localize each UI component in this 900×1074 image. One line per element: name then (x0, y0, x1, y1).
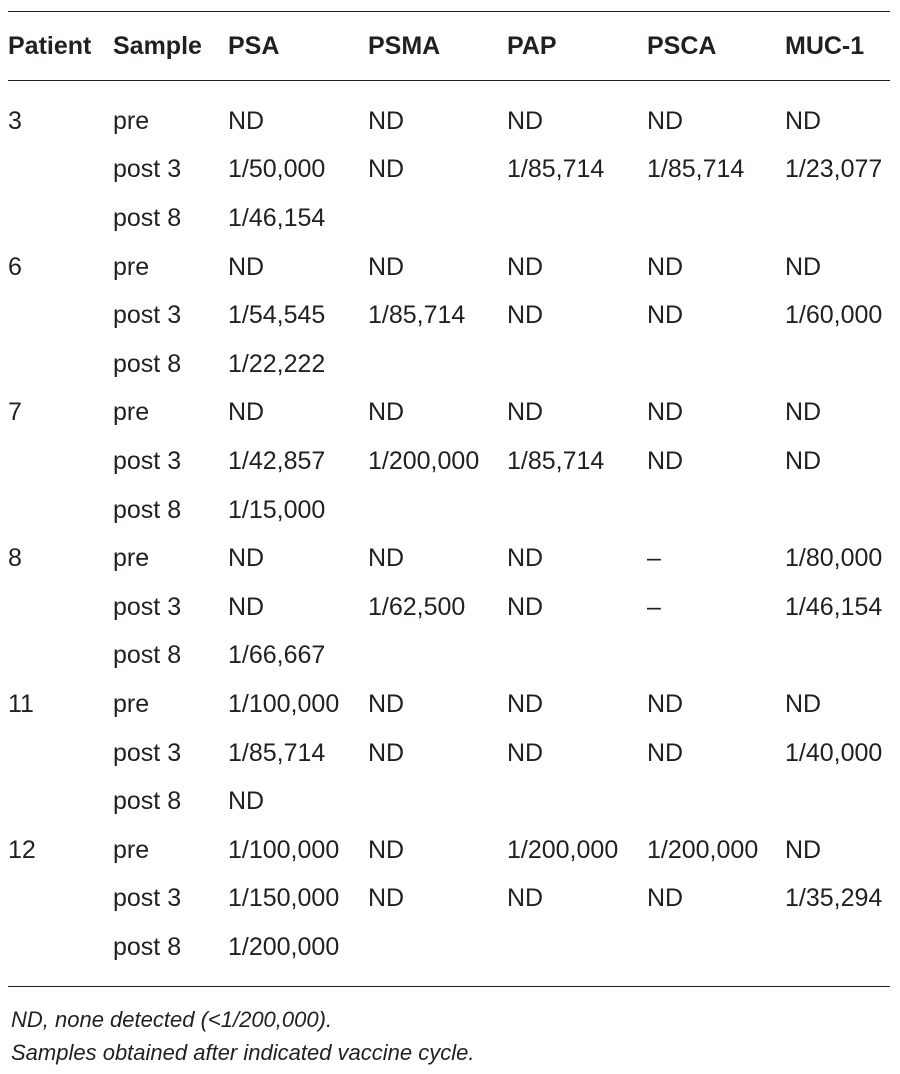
cell-sample: post 8 (113, 349, 182, 378)
table-row (8, 389, 898, 438)
cell-patient: 11 (8, 689, 34, 718)
cell-psa: 1/22,222 (228, 349, 326, 378)
cell-psma (368, 486, 507, 535)
cell-psca: ND (647, 446, 684, 475)
cell-muc-1: ND (785, 106, 822, 135)
cell-patient (8, 437, 113, 486)
table-row (8, 777, 898, 826)
cell-pap: ND (507, 689, 544, 718)
cell-psca: ND (647, 689, 684, 718)
cell-psa: ND (228, 592, 265, 621)
table-row (8, 291, 898, 340)
header-psa: PSA (228, 31, 280, 60)
cell-patient (8, 729, 113, 778)
cell-pap: ND (507, 252, 544, 281)
cell-psca (647, 340, 785, 389)
cell-psa: ND (228, 398, 265, 427)
cell-psma: ND (368, 884, 405, 913)
cell-psa: 1/42,857 (228, 446, 326, 475)
cell-muc-1: ND (785, 398, 822, 427)
table-row (8, 243, 898, 292)
header-pap: PAP (507, 31, 557, 60)
cell-psa: 1/50,000 (228, 155, 326, 184)
cell-sample: post 8 (113, 787, 182, 816)
cell-patient: 3 (8, 106, 22, 135)
cell-sample: post 3 (113, 155, 182, 184)
table-row (8, 826, 898, 875)
table-header (8, 0, 898, 97)
table-row (8, 194, 898, 243)
cell-patient (8, 486, 113, 535)
cell-patient (8, 340, 113, 389)
cell-psa: 1/100,000 (228, 689, 340, 718)
cell-psma: 1/85,714 (368, 301, 466, 330)
cell-sample: pre (113, 106, 150, 135)
cell-patient (8, 777, 113, 826)
cell-psa: 1/85,714 (228, 738, 326, 767)
cell-psma (368, 923, 507, 972)
cell-sample: pre (113, 689, 150, 718)
footnote-nd-definition: ND, none detected (<1/200,000). (11, 1007, 333, 1032)
cell-psca: – (647, 544, 661, 573)
cell-pap: 1/85,714 (507, 446, 605, 475)
cell-sample: post 3 (113, 301, 182, 330)
cell-sample: post 8 (113, 203, 182, 232)
cell-sample: pre (113, 398, 150, 427)
table-bottom-rule (8, 986, 890, 987)
cell-sample: pre (113, 544, 150, 573)
cell-pap: 1/85,714 (507, 155, 605, 184)
cell-psa: ND (228, 252, 265, 281)
cell-pap: ND (507, 592, 544, 621)
cell-patient (8, 875, 113, 924)
cell-psma (368, 194, 507, 243)
cell-muc-1: 1/80,000 (785, 544, 883, 573)
cell-patient (8, 291, 113, 340)
cell-muc-1 (785, 340, 898, 389)
cell-psca: ND (647, 106, 684, 135)
cell-patient: 12 (8, 835, 36, 864)
cell-psa: 1/15,000 (228, 495, 326, 524)
cell-muc-1: ND (785, 252, 822, 281)
cell-psma: ND (368, 689, 405, 718)
cell-psca (647, 777, 785, 826)
cell-psma: ND (368, 544, 405, 573)
table-row (8, 97, 898, 146)
table-row (8, 583, 898, 632)
cell-psca (647, 194, 785, 243)
table-row (8, 486, 898, 535)
cell-psca: – (647, 592, 661, 621)
antibody-titer-table (8, 0, 898, 972)
cell-muc-1: 1/23,077 (785, 155, 883, 184)
cell-patient (8, 194, 113, 243)
header-row (8, 0, 898, 92)
cell-psma: ND (368, 738, 405, 767)
cell-sample: pre (113, 835, 150, 864)
cell-patient (8, 146, 113, 195)
cell-psma: ND (368, 252, 405, 281)
cell-psa: 1/66,667 (228, 641, 326, 670)
footnote-sample-timing: Samples obtained after indicated vaccine cycle. (11, 1040, 475, 1065)
table-row (8, 632, 898, 681)
cell-psma: 1/62,500 (368, 592, 466, 621)
cell-muc-1: ND (785, 446, 822, 475)
cell-pap: ND (507, 301, 544, 330)
cell-sample: post 3 (113, 446, 182, 475)
cell-sample: post 8 (113, 932, 182, 961)
cell-psca (647, 632, 785, 681)
cell-muc-1: 1/40,000 (785, 738, 883, 767)
cell-psa: ND (228, 544, 265, 573)
cell-pap (507, 340, 647, 389)
header-sample: Sample (113, 31, 202, 60)
cell-psca: ND (647, 252, 684, 281)
cell-psca: 1/85,714 (647, 155, 745, 184)
cell-muc-1 (785, 632, 898, 681)
cell-psma (368, 340, 507, 389)
cell-pap: ND (507, 106, 544, 135)
cell-psa: 1/46,154 (228, 203, 326, 232)
cell-psma: ND (368, 398, 405, 427)
cell-muc-1: 1/60,000 (785, 301, 883, 330)
table-row (8, 680, 898, 729)
cell-psca (647, 486, 785, 535)
cell-patient (8, 632, 113, 681)
cell-pap: 1/200,000 (507, 835, 619, 864)
cell-sample: post 8 (113, 641, 182, 670)
cell-psma: ND (368, 106, 405, 135)
cell-psa: 1/100,000 (228, 835, 340, 864)
cell-psma (368, 632, 507, 681)
cell-muc-1 (785, 194, 898, 243)
cell-sample: pre (113, 252, 150, 281)
cell-psca: 1/200,000 (647, 835, 759, 864)
cell-pap (507, 777, 647, 826)
cell-psa: ND (228, 787, 265, 816)
cell-muc-1: 1/46,154 (785, 592, 883, 621)
cell-muc-1 (785, 777, 898, 826)
cell-muc-1 (785, 923, 898, 972)
cell-patient (8, 923, 113, 972)
cell-muc-1: ND (785, 835, 822, 864)
cell-pap (507, 632, 647, 681)
cell-psca (647, 923, 785, 972)
cell-sample: post 3 (113, 884, 182, 913)
cell-pap: ND (507, 398, 544, 427)
cell-pap (507, 486, 647, 535)
cell-psca: ND (647, 301, 684, 330)
header-muc-1: MUC-1 (785, 31, 865, 60)
cell-psma: ND (368, 835, 405, 864)
cell-psma: 1/200,000 (368, 446, 480, 475)
cell-patient: 8 (8, 544, 22, 573)
table-row (8, 923, 898, 972)
table-row (8, 437, 898, 486)
cell-patient: 6 (8, 252, 22, 281)
cell-pap: ND (507, 544, 544, 573)
cell-pap (507, 194, 647, 243)
table-body (8, 97, 898, 972)
cell-psca: ND (647, 738, 684, 767)
cell-muc-1: ND (785, 689, 822, 718)
header-psca: PSCA (647, 31, 717, 60)
cell-psa: 1/150,000 (228, 884, 340, 913)
cell-psma (368, 777, 507, 826)
cell-muc-1: 1/35,294 (785, 884, 883, 913)
cell-psa: 1/54,545 (228, 301, 326, 330)
cell-patient: 7 (8, 398, 22, 427)
cell-psa: 1/200,000 (228, 932, 340, 961)
table-row (8, 146, 898, 195)
cell-pap: ND (507, 884, 544, 913)
cell-psa: ND (228, 106, 265, 135)
cell-muc-1 (785, 486, 898, 535)
cell-pap: ND (507, 738, 544, 767)
cell-sample: post 3 (113, 592, 182, 621)
cell-psca: ND (647, 884, 684, 913)
table-row (8, 729, 898, 778)
cell-psca: ND (647, 398, 684, 427)
table-row (8, 340, 898, 389)
cell-sample: post 8 (113, 495, 182, 524)
header-patient: Patient (8, 31, 92, 60)
cell-pap (507, 923, 647, 972)
table-row (8, 534, 898, 583)
table-footnotes (11, 1003, 474, 1069)
header-psma: PSMA (368, 31, 441, 60)
cell-psma: ND (368, 155, 405, 184)
cell-sample: post 3 (113, 738, 182, 767)
cell-patient (8, 583, 113, 632)
table-row (8, 875, 898, 924)
